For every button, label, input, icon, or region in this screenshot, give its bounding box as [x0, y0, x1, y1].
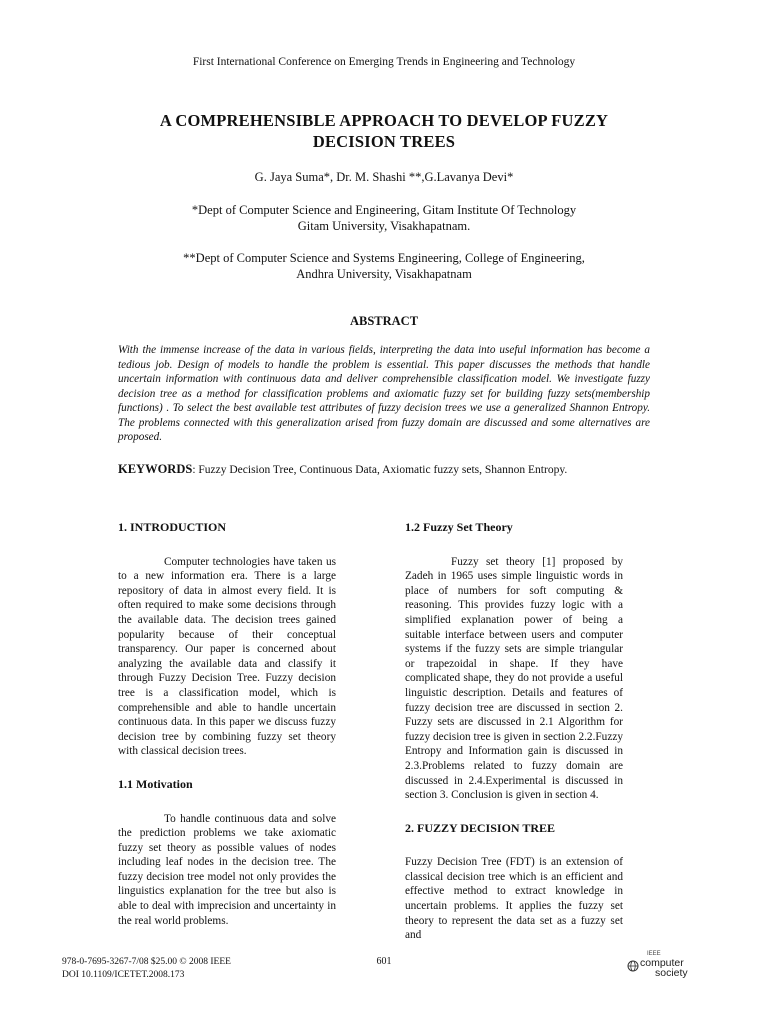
section-heading-introduction: 1. INTRODUCTION: [118, 520, 227, 534]
title-line-2: DECISION TREES: [312, 132, 456, 151]
paper-title: [100, 110, 668, 152]
right-column: [405, 520, 623, 961]
footer-isbn: 978-0-7695-3267-7/08 $25.00 © 2008 IEEE: [62, 957, 231, 967]
affiliation-2-line-1: **Dept of Computer Science and Systems Engineering, College of Engineering,: [183, 251, 585, 265]
author-list: G. Jaya Suma*, Dr. M. Shashi **,G.Lavanya Devi*: [254, 170, 514, 184]
introduction-paragraph: Computer technologies have taken us to a new information era. There is a large repository of data in almost every field. It is often required to make some decisions through the available data. The decision trees gained popularity because of their conceptual transparency. Our paper is concerned about analyzing the available data and classify it through Fuzzy Decision Tree. Fuzzy decision tree is a classification model, which is comprehensible and able to handle uncertain continuous data. In this paper we discuss fuzzy decision tree by combining fuzzy set theory with classical decision trees.: [118, 555, 336, 758]
section-heading-fuzzy-set-theory: 1.2 Fuzzy Set Theory: [405, 520, 513, 534]
section-heading-motivation: 1.1 Motivation: [118, 776, 193, 791]
globe-icon: [627, 960, 639, 972]
fuzzy-set-paragraph: Fuzzy set theory [1] proposed by Zadeh in 1965 uses simple linguistic words in place of numbers for soft computing & reasoning. This provides fuzzy logic with a simplified explanation power of being a suitable interface between users and computer systems if the fuzzy sets are simple triangular or trapezoidal in shape. If they have complicated shape, they do not provide a useful linguistic description. Details and features of fuzzy decision tree are discussed in section 2. Fuzzy sets are discussed in 2.1 Algorithm for fuzzy decision tree is given in section 2.2.Fuzzy Entropy and Information gain is discussed in 2.3.Problems related to fuzzy domain are discussed in 2.4.Experimental is discussed in section 3. Conclusion is given in section 4.: [405, 555, 623, 802]
affiliation-2-line-2: Andhra University, Visakhapatnam: [296, 267, 472, 281]
keywords: [118, 462, 650, 477]
affiliation-1-line-1: *Dept of Computer Science and Engineering, Gitam Institute Of Technology: [191, 203, 577, 217]
logo-computer-text: computer: [640, 957, 684, 969]
affiliation-1: [0, 202, 768, 234]
ieee-computer-society-logo: [627, 951, 717, 981]
abstract-text: With the immense increase of the data in various fields, interpreting the data into useful information has become a tedious job. Design of models to handle the problem is essential. This paper discusses the methods that handle uncertain information with continuous data and deliver comprehensible classification model. We investigate fuzzy decision tree as a method for classification problems and axiomatic fuzzy set for building fuzzy sets(membership functions) . To select the best available test attributes of fuzzy decision trees we use a generalized Shannon Entropy. The problems connected with this generalization arised from fuzzy domain are discussed and some alternatives are proposed.: [118, 344, 650, 443]
abstract-heading: ABSTRACT: [349, 314, 419, 328]
logo-ieee-text: IEEE: [647, 951, 661, 957]
affiliation-1-line-2: Gitam University, Visakhapatnam.: [297, 219, 471, 233]
left-column: [118, 520, 336, 946]
title-line-1: A COMPREHENSIBLE APPROACH TO DEVELOP FUZZY: [159, 111, 609, 130]
logo-society-text: society: [655, 967, 688, 979]
footer-doi: DOI 10.1109/ICETET.2008.173: [62, 970, 185, 980]
keywords-label: KEYWORDS: [118, 462, 193, 476]
fuzzy-decision-tree-paragraph: Fuzzy Decision Tree (FDT) is an extension of classical decision tree which is an efficient and effective method to extract knowledge in uncertain problems. It applies the fuzzy set theory to represent the data set as a fuzzy set and: [405, 856, 623, 942]
affiliation-2: [0, 250, 768, 282]
conference-header: First International Conference on Emerging Trends in Engineering and Technology: [192, 56, 576, 68]
page-number: 601: [376, 956, 392, 967]
motivation-paragraph: To handle continuous data and solve the prediction problems we take axiomatic fuzzy set theory as possible values of nodes including leaf nodes in the decision tree. The fuzzy decision tree model not only provides the linguistics explanation for the tree but also is able to deal with imprecision and uncertainty in the real world problems.: [118, 812, 336, 927]
keywords-text: : Fuzzy Decision Tree, Continuous Data, Axiomatic fuzzy sets, Shannon Entropy.: [192, 464, 568, 476]
section-heading-fuzzy-decision-tree: 2. FUZZY DECISION TREE: [405, 820, 556, 835]
